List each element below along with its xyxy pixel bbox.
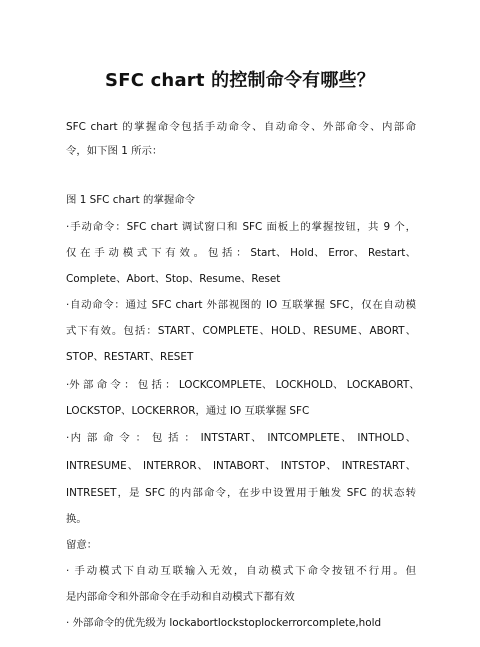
page-title: SFC chart 的控制命令有哪些？ bbox=[105, 70, 375, 91]
auto-commands-line-2: 式下有效。包括：START、COMPLETE、HOLD、RESUME、ABORT、 bbox=[66, 325, 416, 337]
note-line-3: · 外部命令的优先级为 lockabortlockstoplockerrorcomplete,hold bbox=[66, 617, 382, 629]
manual-commands-line-1: ·手动命令：SFC chart 调试窗口和 SFC 面板上的掌握按钮，共 9 个， bbox=[66, 221, 416, 233]
intro-line-2: 令，如下图 1 所示： bbox=[66, 145, 163, 157]
intro-line-1: SFC chart 的掌握命令包括手动命令、自动命令、外部命令、内部命 bbox=[66, 121, 416, 133]
external-commands-line-2: LOCKSTOP、LOCKERROR，通过 IO 互联掌握 SFC bbox=[66, 405, 310, 417]
note-heading: 留意： bbox=[66, 539, 98, 551]
auto-commands-line-1: ·自动命令：通过 SFC chart 外部视图的 IO 互联掌握 SFC，仅在自动模 bbox=[66, 299, 416, 311]
figure-caption: 图 1 SFC chart 的掌握命令 bbox=[66, 194, 196, 206]
internal-commands-line-4: 换。 bbox=[66, 513, 87, 525]
note-line-1: · 手动模式下自动互联输入无效，自动模式下命令按钮不行用。但 bbox=[66, 565, 416, 577]
internal-commands-line-1: ·内 部 命 令 ： 包 括 ： INTSTART、 INTCOMPLETE、 INTHOLD、 bbox=[66, 432, 416, 444]
manual-commands-line-2: 仅 在 手 动 模 式 下 有 效 。 包 括 ： Start、 Hold、 Error、 Restart、 bbox=[66, 247, 416, 259]
auto-commands-line-3: STOP、RESTART、RESET bbox=[66, 351, 194, 363]
internal-commands-line-3: INTRESET，是 SFC 的内部命令，在步中设置用于触发 SFC 的状态转 bbox=[66, 487, 416, 499]
manual-commands-line-3: Complete、Abort、Stop、Resume、Reset bbox=[66, 273, 281, 285]
internal-commands-line-2: INTRESUME、 INTERROR、 INTABORT、 INTSTOP、 INTRESTART、 bbox=[66, 460, 416, 472]
external-commands-line-1: ·外 部 命 令 ： 包 括 ： LOCKCOMPLETE、 LOCKHOLD、 LOCKABORT、 bbox=[66, 379, 420, 391]
note-line-2: 是内部命令和外部命令在手动和自动模式下都有效 bbox=[66, 591, 295, 603]
